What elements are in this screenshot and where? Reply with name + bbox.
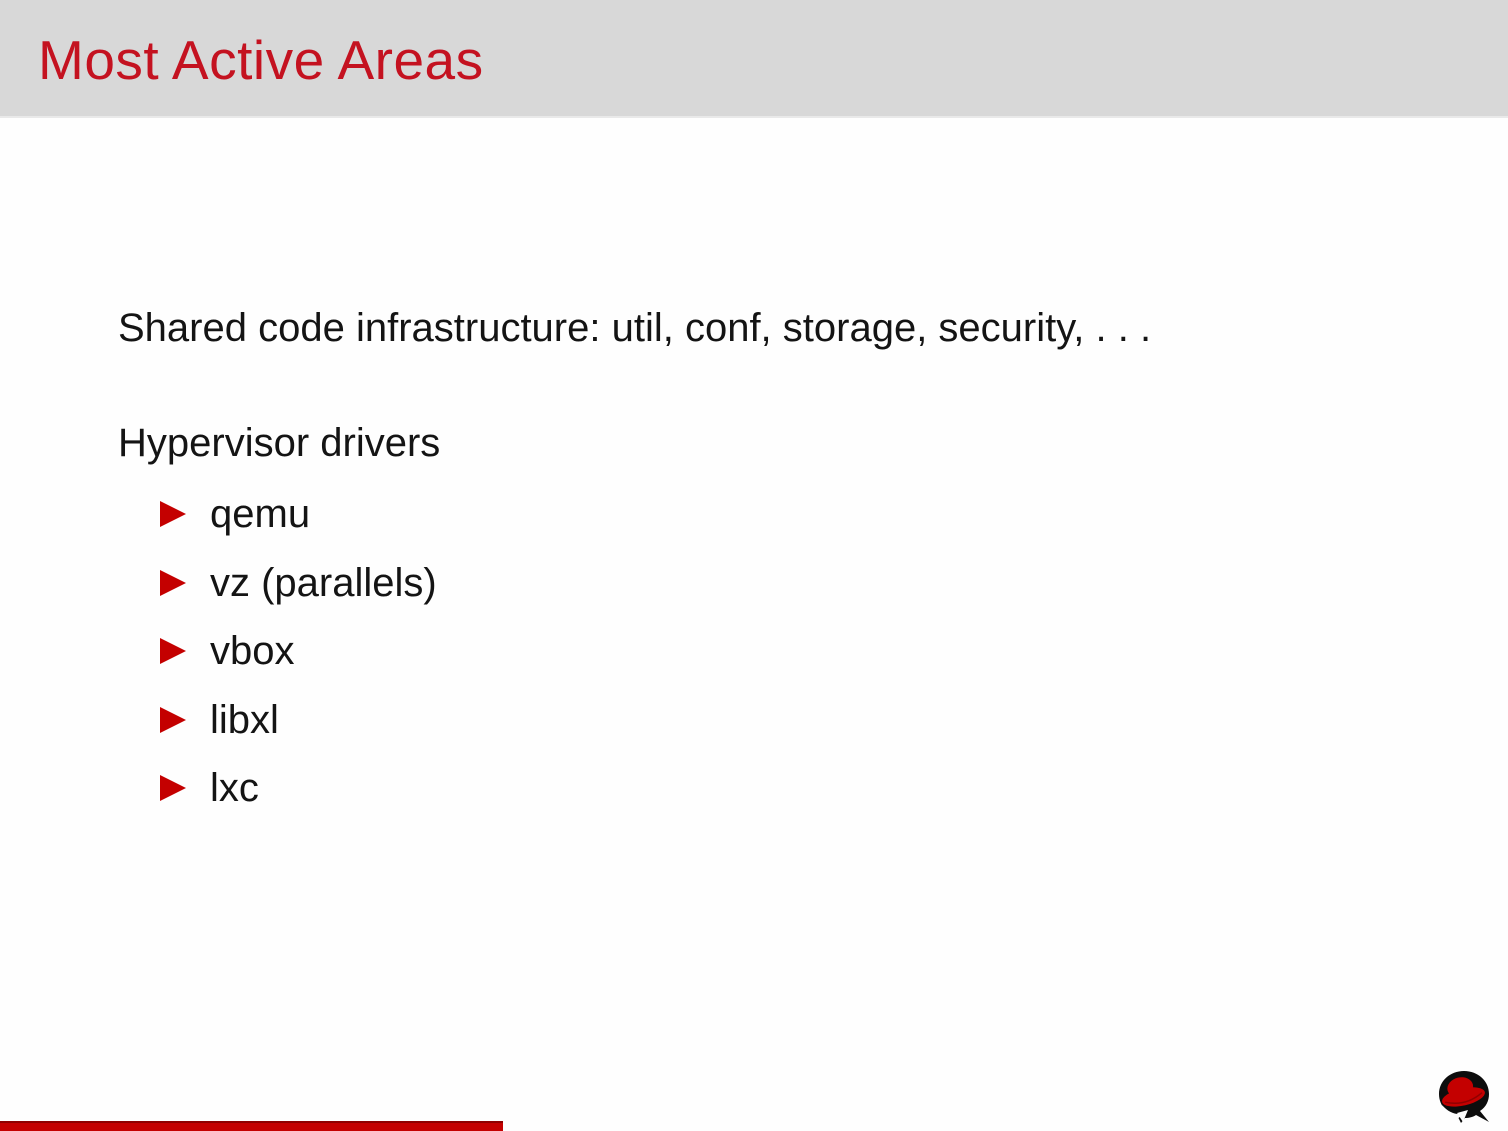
- triangle-right-icon: [160, 570, 186, 596]
- bullet-list: [160, 480, 437, 823]
- triangle-right-icon: [160, 638, 186, 664]
- bullet-label: lxc: [210, 766, 259, 811]
- bullet-label: libxl: [210, 697, 279, 742]
- triangle-right-icon: [160, 775, 186, 801]
- slide-title: Most Active Areas: [38, 29, 484, 91]
- list-item-lxc: [160, 754, 437, 823]
- bullet-label: vbox: [210, 629, 295, 674]
- bullet-label: qemu: [210, 492, 311, 537]
- redhat-fedora-icon: [1433, 1070, 1495, 1124]
- list-item-vbox: [160, 617, 437, 686]
- footer-accent-bar: [0, 1121, 503, 1131]
- body-text-hypervisor-drivers: Hypervisor drivers: [118, 421, 441, 465]
- list-item-libxl: [160, 686, 437, 755]
- list-item-qemu: [160, 480, 437, 549]
- slide-header: [0, 0, 1508, 118]
- bullet-label: vz (parallels): [210, 560, 437, 605]
- list-item-vz-parallels: [160, 549, 437, 618]
- triangle-right-icon: [160, 501, 186, 527]
- body-text-shared-code: Shared code infrastructure: util, conf, storage, security, . . .: [118, 306, 1152, 350]
- triangle-right-icon: [160, 707, 186, 733]
